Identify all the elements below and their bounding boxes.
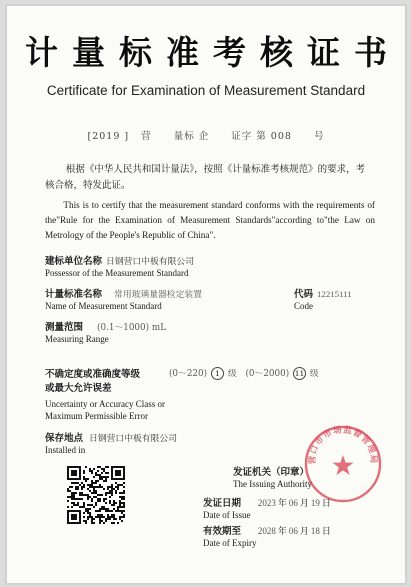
cert-no-suffix: 号 bbox=[313, 131, 325, 142]
issue-year: 2023 bbox=[257, 498, 276, 508]
field-range bbox=[45, 319, 166, 345]
cert-no: 008 bbox=[270, 131, 292, 142]
title-chinese: 计量标准考核证书 bbox=[25, 33, 401, 72]
issue-month: 06 bbox=[288, 498, 298, 508]
possessor-value: 日钢营口中板有限公司 bbox=[106, 257, 194, 267]
issuing-label-en: The Issuing Authority bbox=[233, 479, 312, 489]
uncertainty-label-en-1: Uncertainty or Accuracy Class or bbox=[45, 399, 165, 409]
certify-paragraph-en: This is to certify that the measurement standard conforms with the requirements of the"Rule for the Examination of Measurement Standards"according to"the Law on Metrology of the People's Republic of China". bbox=[45, 200, 375, 240]
uncertainty-unit-2: 级 bbox=[309, 369, 319, 379]
unit-day: 日 bbox=[321, 499, 331, 509]
code-label-zh: 代码 bbox=[294, 289, 314, 300]
expiry-month: 06 bbox=[288, 526, 298, 536]
date-of-expiry bbox=[203, 523, 331, 549]
expiry-day: 18 bbox=[310, 526, 320, 536]
unit-year: 年 bbox=[277, 499, 287, 509]
field-possessor bbox=[45, 253, 194, 279]
field-uncertainty bbox=[45, 366, 165, 422]
expiry-label-en: Date of Expiry bbox=[203, 538, 257, 548]
cert-region: 营 bbox=[141, 131, 152, 142]
title-english: Certificate for Examination of Measurement Standard bbox=[46, 83, 366, 98]
range-label-en: Measuring Range bbox=[45, 334, 109, 344]
svg-text:营口市市场监督管理局: 营口市市场监督管理局 bbox=[307, 425, 379, 465]
installed-value: 日钢营口中板有限公司 bbox=[89, 434, 177, 444]
uncertainty-range-2: (0～2000) bbox=[245, 369, 290, 379]
uncertainty-label-zh-1: 不确定度或准确度等级 bbox=[45, 369, 141, 380]
certificate-number bbox=[7, 128, 405, 142]
uncertainty-label-zh-2: 或最大允许误差 bbox=[45, 383, 112, 394]
possessor-label-zh: 建标单位名称 bbox=[45, 256, 103, 267]
code-value: 12215111 bbox=[317, 289, 352, 299]
uncertainty-grade-1: 1 bbox=[211, 367, 224, 380]
unit-month: 月 bbox=[299, 499, 309, 509]
date-of-issue bbox=[203, 495, 331, 521]
official-seal-icon bbox=[303, 424, 383, 504]
issue-day: 19 bbox=[310, 498, 320, 508]
field-name bbox=[45, 286, 202, 312]
qr-code-icon bbox=[67, 466, 125, 524]
issuing-label-zh: 发证机关（印章） bbox=[233, 467, 310, 478]
installed-label-en: Installed in bbox=[45, 445, 86, 455]
code-label-en: Code bbox=[294, 301, 313, 311]
field-installed bbox=[45, 430, 177, 456]
expiry-year: 2028 bbox=[257, 526, 276, 536]
uncertainty-unit-1: 级 bbox=[227, 369, 237, 379]
cert-year: [2019 ] bbox=[87, 131, 130, 142]
expiry-label-zh: 有效期至 bbox=[203, 526, 242, 537]
uncertainty-label-en-2: Maximum Permissible Error bbox=[45, 411, 148, 421]
certify-paragraph-zh: 根据《中华人民共和国计量法》，按照《计量标准考核规范》的要求，考核合格，特发此证。 bbox=[45, 164, 366, 191]
unit-year: 年 bbox=[277, 527, 287, 537]
possessor-label-en: Possessor of the Measurement Standard bbox=[45, 268, 189, 278]
name-label-en: Name of Measurement Standard bbox=[45, 301, 162, 311]
certificate-page bbox=[6, 5, 406, 584]
name-label-zh: 计量标准名称 bbox=[45, 289, 103, 300]
cert-no-label: 证字 第 bbox=[231, 131, 267, 142]
uncertainty-range-1: (0～220) bbox=[169, 369, 208, 379]
cert-type: 量标 企 bbox=[173, 131, 210, 142]
uncertainty-value bbox=[169, 366, 319, 380]
unit-day: 日 bbox=[321, 527, 331, 537]
uncertainty-grade-2: 11 bbox=[294, 369, 305, 378]
issue-label-en: Date of Issue bbox=[203, 510, 251, 520]
installed-label-zh: 保存地点 bbox=[45, 433, 84, 444]
issuing-authority bbox=[233, 464, 312, 490]
issue-label-zh: 发证日期 bbox=[203, 498, 242, 509]
range-label-zh: 测量范围 bbox=[45, 322, 84, 333]
unit-month: 月 bbox=[299, 527, 309, 537]
name-value: 常用玻璃量器检定装置 bbox=[114, 290, 202, 300]
range-value: (0.1～1000) mL bbox=[97, 323, 167, 333]
field-code bbox=[294, 286, 352, 312]
